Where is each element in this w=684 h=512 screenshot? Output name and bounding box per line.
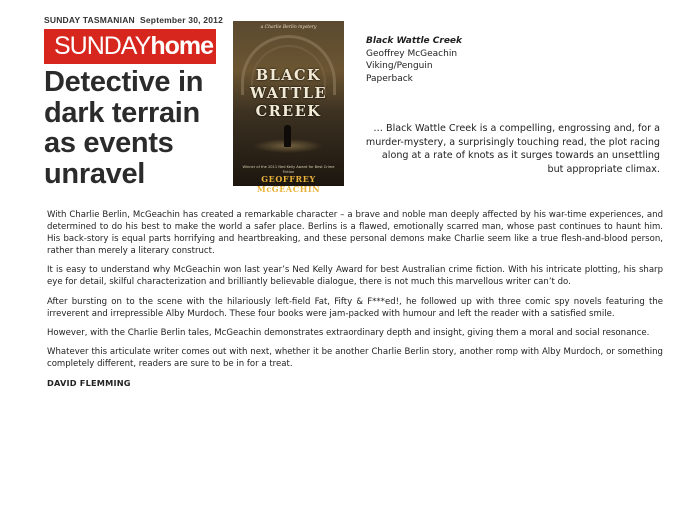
brand-home: home — [150, 32, 213, 60]
paragraph: However, with the Charlie Berlin tales, McGeachin demonstrates extraordinary depth and insight, giving them a moral and social resonance. — [47, 327, 650, 338]
brand-sunday: SUNDAY — [53, 32, 151, 60]
publication-name: SUNDAY TASMANIAN — [44, 15, 135, 25]
pull-quote: … Black Wattle Creek is a compelling, engrossing and, for a murder-mystery, a surprisingly touching read, the plot racing along at a rate of knots as it surges towards an unsettling but appropriate climax. — [365, 123, 660, 175]
paragraph: After bursting on to the scene with the hilariously left-field Fat, Fifty & F***ed!, he followed up with three comic spy novels featuring the irreverent and irrepressible Alby Murdoch. These four books were jam-packed with humour and left the reader with a satisfied smile. — [47, 296, 663, 319]
paragraph: Whatever this articulate writer comes out with next, whether it be another Charlie Berlin story, another romp with Alby Murdoch, or something completely different, readers are sure to be in for a treat. — [47, 346, 663, 369]
masthead — [44, 15, 223, 25]
cover-title-line1: BLACK — [255, 67, 322, 84]
book-publisher: Viking/Penguin — [366, 61, 433, 71]
article-byline: DAVID FLEMMING — [47, 378, 131, 389]
cover-title — [233, 67, 344, 121]
book-details — [366, 35, 462, 85]
book-author: Geoffrey McGeachin — [366, 48, 458, 59]
cover-title-line3: CREEK — [255, 103, 322, 120]
cover-award-quote: Winner of the 2011 Ned Kelly Award for Best Crime Fiction — [242, 165, 335, 174]
cover-silhouette-figure — [284, 125, 291, 147]
book-cover-image — [233, 21, 344, 194]
article-body — [47, 209, 663, 389]
publication-date: September 30, 2012 — [140, 15, 223, 25]
book-format: Paperback — [366, 73, 413, 84]
cover-author: GEOFFREY McGEACHIN — [256, 174, 321, 194]
paragraph: With Charlie Berlin, McGeachin has created a remarkable character – a brave and noble man deeply affected by his war-time experiences, and determined to do his best to make the world a safer place. Berlins is a flawed, emotionally scarred man, whose past continues to haunt him. His back-story is equal parts horrifying and heartbreaking, and these personal demons make Charlie seem like a true flesh-and-blood person, rather than merely a literary construct. — [47, 210, 663, 257]
cover-series-label: a Charlie Berlin mystery — [260, 25, 317, 30]
section-brand-banner — [44, 29, 216, 64]
paragraph: It is easy to understand why McGeachin won last year’s Ned Kelly Award for best Australian crime fiction. With his intricate plotting, his sharp eye for detail, skilful characterization and brilliantly believable dialogue, there is not much this marvellous writer can’t do. — [47, 265, 663, 288]
book-title: Black Wattle Creek — [366, 36, 463, 46]
article-headline: Detective in dark terrain as events unravel — [44, 66, 204, 190]
cover-title-line2: WATTLE — [249, 85, 328, 102]
